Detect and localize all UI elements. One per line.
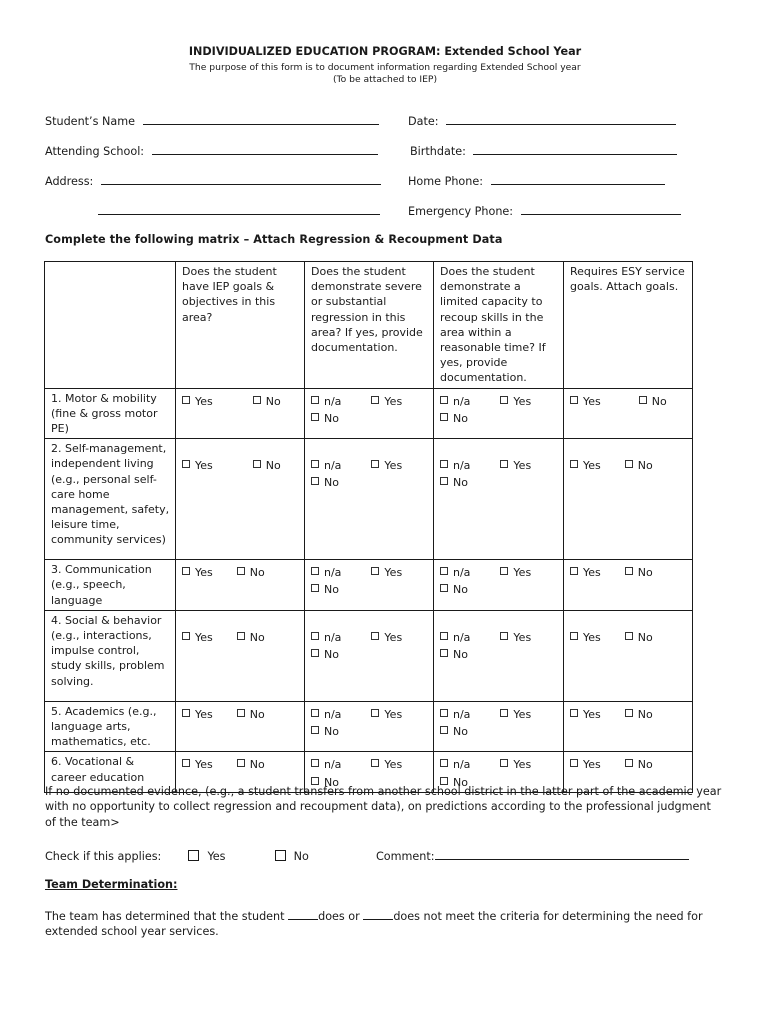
checkbox-no[interactable]: No (311, 724, 339, 739)
checkbox-na[interactable]: n/a (311, 757, 341, 772)
student-name-label: Student’s Name (45, 115, 135, 128)
table-row (45, 610, 693, 701)
checkbox-icon (440, 649, 448, 657)
checkbox-yes[interactable]: Yes (371, 565, 402, 580)
form-subtitle-attach: (To be attached to IEP) (332, 74, 438, 85)
recoupment-options (434, 701, 564, 752)
column-header-iep-goals: Does the student have IEP goals & objectives in this area? (176, 262, 305, 389)
checkbox-yes[interactable]: Yes (371, 394, 402, 409)
checkbox-icon (625, 460, 633, 468)
checkbox-yes[interactable]: Yes (182, 565, 213, 580)
checkbox-icon (570, 632, 578, 640)
emergency-phone-field[interactable] (408, 202, 681, 218)
row-label-communication: 3. Communication (e.g., speech, language (45, 560, 176, 611)
checkbox-no[interactable]: No (440, 582, 468, 597)
checkbox-no[interactable]: No (237, 565, 265, 580)
emergency-phone-blank[interactable] (521, 202, 681, 215)
checkbox-no[interactable]: No (311, 775, 339, 790)
checkbox-yes[interactable]: Yes (500, 458, 531, 473)
checkbox-yes[interactable]: Yes (500, 565, 531, 580)
checkbox-icon (182, 460, 190, 468)
does-blank[interactable] (288, 908, 318, 920)
esy-goals-options (564, 610, 693, 701)
regression-options (305, 610, 434, 701)
recoupment-options (434, 439, 564, 560)
checkbox-yes[interactable]: Yes (371, 757, 402, 772)
checkbox-na[interactable]: n/a (311, 707, 341, 722)
row-label-academics: 5. Academics (e.g., language arts, mathematics, etc. (45, 701, 176, 752)
attending-school-field[interactable] (45, 142, 378, 158)
regression-options (305, 439, 434, 560)
row-label-self-management: 2. Self-management, independent living (e.g., personal self-care home management, safety, leisure time, community services) (45, 439, 176, 560)
checkbox-icon (182, 396, 190, 404)
checkbox-no[interactable]: No (311, 582, 339, 597)
matrix-header-row (45, 262, 693, 389)
student-name-blank[interactable] (143, 112, 379, 125)
checkbox-yes[interactable]: Yes (500, 394, 531, 409)
checkbox-yes[interactable]: Yes (570, 394, 601, 409)
checkbox-no[interactable]: No (625, 565, 653, 580)
row-label-social-behavior: 4. Social & behavior (e.g., interactions, impulse control, study skills, problem solving. (45, 610, 176, 701)
checkbox-icon (570, 396, 578, 404)
check-yes-option[interactable]: Yes (188, 850, 225, 863)
checkbox-yes[interactable]: Yes (570, 757, 601, 772)
checkbox-icon (371, 632, 379, 640)
team-sentence-start: The team has determined that the student (45, 910, 285, 923)
attending-school-blank[interactable] (152, 142, 378, 155)
checkbox-na[interactable]: n/a (440, 630, 470, 645)
birthdate-field[interactable] (410, 142, 677, 158)
checkbox-icon (182, 567, 190, 575)
checkbox-icon (237, 759, 245, 767)
column-header-recoupment: Does the student demonstrate a limited capacity to recoup skills in the area within a reasonable time? If yes, provide documentation. (434, 262, 564, 389)
column-header-esy-goals: Requires ESY service goals. Attach goals. (564, 262, 693, 389)
table-row (45, 439, 693, 560)
date-label: Date: (408, 115, 439, 128)
checkbox-icon (311, 413, 319, 421)
checkbox-icon (500, 396, 508, 404)
no-evidence-paragraph: If no documented evidence, (e.g., a student transfers from another school district in the latter part of the academic year with no opportunity to collect regression and recoupment data), on predictions according to the professional judgment of the team> (45, 785, 722, 829)
checkbox-no[interactable]: No (625, 630, 653, 645)
checkbox-icon (311, 726, 319, 734)
row-label-motor: 1. Motor & mobility (fine & gross motor PE) (45, 388, 176, 439)
checkbox-icon (237, 709, 245, 717)
student-name-field[interactable] (45, 112, 379, 128)
checkbox-icon (440, 460, 448, 468)
checkbox-icon (570, 709, 578, 717)
checkbox-na[interactable]: n/a (311, 630, 341, 645)
checkbox-icon (625, 567, 633, 575)
checkbox-yes[interactable]: Yes (570, 630, 601, 645)
checkbox-no[interactable]: No (625, 707, 653, 722)
address-field[interactable] (45, 172, 381, 188)
checkbox-icon (500, 632, 508, 640)
checkbox-no[interactable]: No (440, 647, 468, 662)
recoupment-options (434, 560, 564, 611)
checkbox-no[interactable]: No (311, 647, 339, 662)
checkbox-icon (311, 567, 319, 575)
checkbox-na[interactable]: n/a (440, 565, 470, 580)
iep-goals-options (176, 610, 305, 701)
checkbox-na[interactable]: n/a (311, 458, 341, 473)
esy-matrix-table (44, 261, 693, 793)
checkbox-icon (639, 396, 647, 404)
checkbox-icon (625, 759, 633, 767)
checkbox-yes[interactable]: Yes (570, 707, 601, 722)
does-text: does or (318, 910, 360, 923)
recoupment-options (434, 610, 564, 701)
checkbox-no[interactable]: No (311, 475, 339, 490)
checkbox-yes[interactable]: Yes (500, 757, 531, 772)
checkbox-yes[interactable]: Yes (371, 458, 402, 473)
checkbox-na[interactable]: n/a (440, 394, 470, 409)
checkbox-na[interactable]: n/a (440, 707, 470, 722)
checkbox-no[interactable]: No (440, 775, 468, 790)
checkbox-icon (500, 567, 508, 575)
address-line-2-blank[interactable] (98, 202, 380, 215)
address-label: Address: (45, 175, 94, 188)
esy-goals-options (564, 560, 693, 611)
comment-label: Comment: (375, 850, 435, 863)
address-line-2[interactable] (98, 202, 380, 218)
column-header-regression: Does the student demonstrate severe or substantial regression in this area? If yes, provide documentation. (305, 262, 434, 389)
check-applies-label: Check if this applies: (45, 850, 162, 863)
checkbox-icon (275, 850, 286, 861)
checkbox-icon (570, 567, 578, 575)
checkbox-no[interactable]: No (253, 394, 281, 409)
row-label-vocational: 6. Vocational & career education (45, 752, 176, 792)
iep-goals-options (176, 560, 305, 611)
checkbox-icon (440, 396, 448, 404)
checkbox-no[interactable]: No (237, 707, 265, 722)
esy-goals-options (564, 701, 693, 752)
date-field[interactable] (408, 112, 676, 128)
checkbox-no[interactable]: No (237, 630, 265, 645)
checkbox-no[interactable]: No (311, 411, 339, 426)
team-determination-heading: Team Determination: (45, 878, 178, 891)
matrix-corner-cell (45, 262, 176, 389)
birthdate-label: Birthdate: (410, 145, 466, 158)
checkbox-na[interactable]: n/a (440, 458, 470, 473)
table-row (45, 560, 693, 611)
checkbox-no[interactable]: No (440, 475, 468, 490)
checkbox-icon (371, 396, 379, 404)
iep-goals-options (176, 701, 305, 752)
checkbox-icon (182, 632, 190, 640)
emergency-phone-label: Emergency Phone: (408, 205, 514, 218)
checkbox-icon (440, 759, 448, 767)
date-blank[interactable] (446, 112, 676, 125)
checkbox-icon (625, 709, 633, 717)
checkbox-icon (440, 477, 448, 485)
checkbox-icon (570, 759, 578, 767)
checkbox-icon (311, 632, 319, 640)
checkbox-icon (440, 567, 448, 575)
table-row (45, 388, 693, 439)
matrix-heading: Complete the following matrix – Attach Regression & Recoupment Data (45, 233, 503, 246)
checkbox-icon (371, 759, 379, 767)
checkbox-yes[interactable]: Yes (182, 630, 213, 645)
checkbox-icon (500, 709, 508, 717)
checkbox-icon (570, 460, 578, 468)
checkbox-icon (237, 567, 245, 575)
checkbox-icon (182, 759, 190, 767)
form-title: INDIVIDUALIZED EDUCATION PROGRAM: Extended School Year (188, 45, 582, 58)
form-subtitle: The purpose of this form is to document information regarding Extended School year (189, 62, 581, 73)
checkbox-no[interactable]: No (440, 411, 468, 426)
home-phone-field[interactable] (408, 172, 665, 188)
checkbox-icon (188, 850, 199, 861)
checkbox-icon (311, 584, 319, 592)
checkbox-icon (237, 632, 245, 640)
checkbox-na[interactable]: n/a (440, 757, 470, 772)
checkbox-no[interactable]: No (625, 458, 653, 473)
checkbox-no[interactable]: No (237, 757, 265, 772)
checkbox-yes[interactable]: Yes (371, 630, 402, 645)
checkbox-icon (311, 477, 319, 485)
birthdate-blank[interactable] (473, 142, 677, 155)
regression-options (305, 560, 434, 611)
regression-options (305, 701, 434, 752)
does-not-blank[interactable] (363, 908, 393, 920)
attending-school-label: Attending School: (45, 145, 145, 158)
checkbox-yes[interactable]: Yes (182, 458, 213, 473)
checkbox-no[interactable]: No (253, 458, 281, 473)
esy-goals-options (564, 439, 693, 560)
esy-goals-options (564, 388, 693, 439)
checkbox-yes[interactable]: Yes (182, 707, 213, 722)
checkbox-icon (311, 649, 319, 657)
address-blank[interactable] (101, 172, 381, 185)
checkbox-no[interactable]: No (625, 757, 653, 772)
checkbox-na[interactable]: n/a (311, 565, 341, 580)
recoupment-options (434, 388, 564, 439)
checkbox-icon (182, 709, 190, 717)
checkbox-icon (625, 632, 633, 640)
checkbox-icon (440, 632, 448, 640)
checkbox-icon (371, 567, 379, 575)
checkbox-yes[interactable]: Yes (182, 394, 213, 409)
comment-blank[interactable] (435, 847, 689, 860)
does-not-text: does not meet the criteria for determining the need for extended school year services. (45, 910, 703, 939)
iep-goals-options (176, 388, 305, 439)
checkbox-icon (311, 759, 319, 767)
checkbox-icon (440, 584, 448, 592)
checkbox-yes[interactable]: Yes (182, 757, 213, 772)
check-applies-row (45, 847, 689, 863)
checkbox-icon (371, 460, 379, 468)
check-no-option[interactable]: No (275, 850, 309, 863)
checkbox-no[interactable]: No (440, 724, 468, 739)
home-phone-blank[interactable] (491, 172, 665, 185)
checkbox-yes[interactable]: Yes (500, 707, 531, 722)
checkbox-icon (253, 460, 261, 468)
checkbox-icon (440, 726, 448, 734)
checkbox-yes[interactable]: Yes (371, 707, 402, 722)
checkbox-yes[interactable]: Yes (570, 458, 601, 473)
checkbox-icon (253, 396, 261, 404)
checkbox-icon (500, 759, 508, 767)
checkbox-no[interactable]: No (639, 394, 667, 409)
checkbox-icon (311, 396, 319, 404)
checkbox-icon (311, 460, 319, 468)
checkbox-icon (500, 460, 508, 468)
checkbox-icon (440, 709, 448, 717)
checkbox-icon (440, 413, 448, 421)
regression-options (305, 388, 434, 439)
iep-goals-options (176, 439, 305, 560)
checkbox-yes[interactable]: Yes (500, 630, 531, 645)
checkbox-yes[interactable]: Yes (570, 565, 601, 580)
checkbox-icon (311, 709, 319, 717)
checkbox-icon (371, 709, 379, 717)
checkbox-na[interactable]: n/a (311, 394, 341, 409)
team-determination-text (45, 908, 725, 940)
table-row (45, 701, 693, 752)
home-phone-label: Home Phone: (408, 175, 484, 188)
